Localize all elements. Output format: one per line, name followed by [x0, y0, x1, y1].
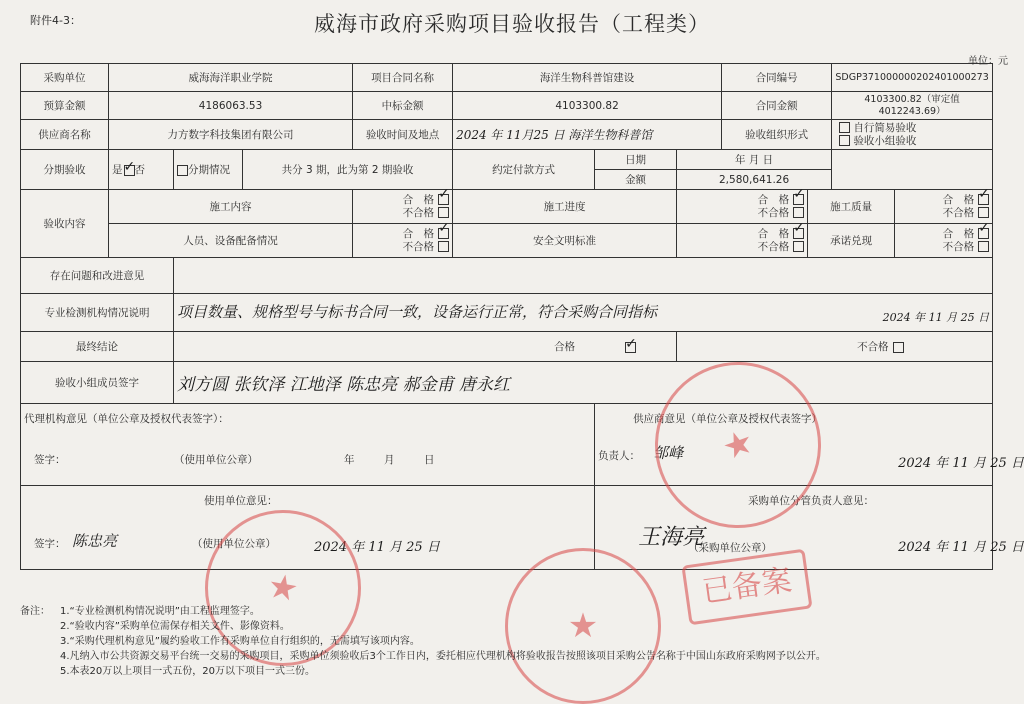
fail-label: 不合格: [757, 240, 790, 253]
construction-pass-checkbox[interactable]: [438, 194, 449, 205]
label-project: 项目合同名称: [353, 64, 453, 92]
fail-label: 不合格: [757, 206, 790, 219]
personnel-fail-checkbox[interactable]: [438, 241, 449, 252]
inspection-date: 2024 年 11 月 25 日: [882, 310, 990, 324]
installment-situation-label: [174, 150, 243, 190]
supplier-sign-row: [598, 444, 1024, 471]
org-opt2-label: 验收小组验收: [853, 134, 917, 147]
purchaser-opinion-label: 采购单位分管负责人意见：: [748, 495, 875, 507]
construction-fail-checkbox[interactable]: [438, 207, 449, 218]
agency-day: 日: [424, 454, 435, 466]
user-sign-row: [24, 532, 591, 555]
issues-value: [174, 258, 993, 294]
seal-star-icon: ★: [716, 420, 760, 470]
promise-fail-checkbox[interactable]: [978, 241, 989, 252]
inspection-handwriting: 项目数量、规格型号与标书合同一致，设备运行正常，符合采购合同指标: [177, 302, 658, 321]
page-title: 威海市政府采购项目验收报告（工程类）: [314, 12, 710, 36]
pass-label: 合 格: [942, 193, 975, 206]
inspection-value: [174, 294, 993, 332]
safety-pass-checkbox[interactable]: [793, 228, 804, 239]
contract-no-value: SDGP371000000202401000273: [832, 64, 993, 92]
contract-amount-value: 4103300.82（审定值4012243.69）: [832, 92, 993, 120]
fail-label: 不合格: [942, 206, 975, 219]
unit-note: 单位：元: [968, 56, 1008, 67]
safety-result: [677, 224, 808, 258]
supplier-resp-sign: 邹峰: [653, 444, 684, 462]
buyer-value: 威海海洋职业学院: [109, 64, 353, 92]
agency-opinion-label: 代理机构意见（单位公章及授权代表签字）：: [24, 413, 229, 425]
agency-month: 月: [384, 454, 395, 466]
org-form-options: [832, 120, 993, 150]
pass-label: 合 格: [757, 193, 790, 206]
note-1: 1.“专业检测机构情况说明”由工程监理签字。: [60, 606, 260, 617]
safety-fail-checkbox[interactable]: [793, 241, 804, 252]
note-2: 2.“验收内容”采购单位需保存相关文件、影像资料。: [60, 621, 290, 632]
acceptance-form: [20, 63, 1024, 570]
purchaser-sign-row: [598, 520, 1024, 555]
user-opinion-label: 使用单位意见：: [204, 495, 278, 507]
situation-checkbox[interactable]: [177, 165, 188, 176]
safety-label: 安全文明标准: [453, 224, 677, 258]
installment-yes-checkbox[interactable]: [124, 165, 135, 176]
label-content-section: 验收内容: [21, 190, 109, 258]
seal-star-icon: ★: [567, 606, 599, 646]
personnel-pass-checkbox[interactable]: [438, 228, 449, 239]
supplier-value: 力方数字科技集团有限公司: [109, 120, 353, 150]
note-3: 3.“采购代理机构意见”履约验收工作有采购单位自行组织的，无需填写该项内容。: [60, 636, 420, 647]
conclusion-pass-checkbox[interactable]: [625, 342, 636, 353]
attachment-tag: 附件4-3：: [30, 14, 81, 27]
bid-amount-value: 4103300.82: [453, 92, 722, 120]
user-date: 2024 年 11 月 25 日: [314, 540, 440, 555]
personnel-result: [353, 224, 453, 258]
fail-label: 不合格: [402, 240, 435, 253]
members-label: 验收小组成员签字: [21, 362, 174, 404]
promise-label: 承诺兑现: [808, 224, 895, 258]
notes-lead: 备注：: [20, 606, 50, 617]
progress-fail-checkbox[interactable]: [793, 207, 804, 218]
promise-result: [895, 224, 993, 258]
conclusion-pass-label: 合格: [554, 341, 576, 353]
issues-label: 存在问题和改进意见: [21, 258, 174, 294]
agency-sign-row: [24, 452, 591, 468]
org-opt1-label: 自行简易验收: [853, 121, 917, 134]
inspection-label: 专业检测机构情况说明: [21, 294, 174, 332]
members-signatures: 刘方圆 张钦泽 江地泽 陈忠亮 郝金甫 唐永红: [177, 375, 511, 395]
situation-label: 分期情况: [188, 164, 230, 176]
fail-label: 不合格: [402, 206, 435, 219]
pass-label: 合 格: [757, 227, 790, 240]
installment-yes-label: 是: [112, 164, 123, 176]
org-opt1-checkbox[interactable]: [839, 122, 850, 133]
label-agreed-payment: 约定付款方式: [453, 150, 595, 190]
label-org-form: 验收组织形式: [722, 120, 832, 150]
label-contract-amount: 合同金额: [722, 92, 832, 120]
label-supplier: 供应商名称: [21, 120, 109, 150]
label-contract-no: 合同编号: [722, 64, 832, 92]
note-5: 5.本表20万以上项目一式五份，20万以下项目一式三份。: [60, 666, 315, 677]
conclusion-fail-checkbox[interactable]: [893, 342, 904, 353]
quality-fail-checkbox[interactable]: [978, 207, 989, 218]
conclusion-fail: [677, 332, 993, 362]
pass-label: 合 格: [942, 227, 975, 240]
notes-section: [20, 604, 1010, 679]
conclusion-pass: [174, 332, 677, 362]
record-stamp: 已备案: [681, 549, 812, 626]
purchaser-date: 2024 年 11 月 25 日: [898, 540, 1024, 555]
quality-pass-checkbox[interactable]: [978, 194, 989, 205]
project-value: 海洋生物科普馆建设: [453, 64, 722, 92]
supplier-opinion-label: 供应商意见（单位公章及授权代表签字）: [633, 413, 823, 425]
amount-value: 2,580,641.26: [677, 170, 832, 190]
user-sign: 陈忠亮: [72, 532, 118, 550]
progress-label: 施工进度: [453, 190, 677, 224]
label-installment: 分期验收: [21, 150, 109, 190]
construction-content-label: 施工内容: [109, 190, 353, 224]
installment-no-label: 否: [134, 164, 145, 176]
purchaser-sign: 王海亮: [638, 525, 705, 550]
label-amount: 金额: [595, 170, 677, 190]
label-budget: 预算金额: [21, 92, 109, 120]
conclusion-fail-label: 不合格: [857, 341, 889, 353]
conclusion-label: 最终结论: [21, 332, 174, 362]
personnel-label: 人员、设备配备情况: [109, 224, 353, 258]
pass-label: 合 格: [402, 193, 435, 206]
quality-label: 施工质量: [808, 190, 895, 224]
time-place-text: 2024 年 11月25 日 海洋生物科普馆: [456, 128, 653, 142]
supplier-resp-label: 负责人：: [598, 450, 641, 462]
agency-sign-label: 签字：: [34, 454, 66, 466]
seal-star-icon: ★: [264, 565, 302, 611]
pass-label: 合 格: [402, 227, 435, 240]
agency-seal-label: （使用单位公章）: [174, 454, 258, 466]
label-buyer: 采购单位: [21, 64, 109, 92]
agency-opinion-cell: [21, 404, 595, 486]
supplier-date: 2024 年 11 月 25 日: [898, 456, 1024, 471]
label-bid-amount: 中标金额: [353, 92, 453, 120]
org-opt2-checkbox[interactable]: [839, 135, 850, 146]
user-seal-label: （使用单位公章）: [192, 538, 276, 550]
user-opinion-cell: [21, 486, 595, 570]
installment-yes-no: [109, 150, 174, 190]
fail-label: 不合格: [942, 240, 975, 253]
installment-situation-value: 共分 3 期，此为第 2 期验收: [243, 150, 453, 190]
construction-content-result: [353, 190, 453, 224]
budget-value: 4186063.53: [109, 92, 353, 120]
label-date: 日期: [595, 150, 677, 170]
quality-result: [895, 190, 993, 224]
installment-blank: [832, 150, 993, 190]
members-value: [174, 362, 993, 404]
user-sign-label: 签字：: [34, 538, 66, 550]
purchaser-seal-label: （采购单位公章）: [688, 542, 773, 554]
supplier-opinion-cell: [595, 404, 1024, 486]
note-4: 4.凡纳入市公共资源交易平台统一交易的采购项目，采购单位须验收后3个工作日内，委托相应代理机构将验收报告按照该项目采购公告名称于中国山东政府采购网予以公开。: [60, 651, 826, 662]
progress-pass-checkbox[interactable]: [793, 194, 804, 205]
date-value: 年 月 日: [677, 150, 832, 170]
progress-result: [677, 190, 808, 224]
time-place-value: [453, 120, 722, 150]
promise-pass-checkbox[interactable]: [978, 228, 989, 239]
agency-year: 年: [344, 454, 355, 466]
label-time-place: 验收时间及地点: [353, 120, 453, 150]
